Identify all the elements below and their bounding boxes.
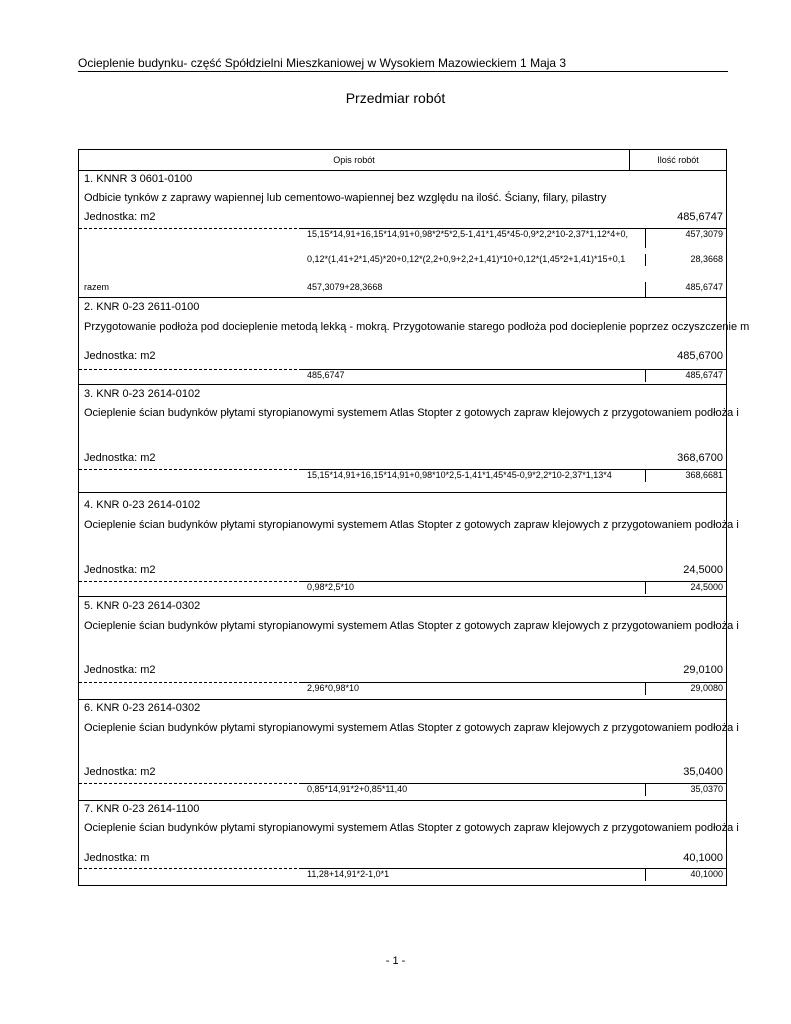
item-quantity: 368,6700 — [677, 452, 723, 464]
measurement-expression-cell — [302, 282, 646, 297]
item-code: 3. KNR 0-23 2614-0102 — [84, 388, 201, 400]
measurement-row — [79, 682, 726, 696]
item-code: 4. KNR 0-23 2614-0102 — [84, 499, 201, 511]
measurement-expression: 485,6747 — [307, 370, 345, 380]
measurement-expression-cell — [302, 369, 646, 382]
measurement-expression-cell — [302, 581, 646, 594]
measurement-dash — [79, 369, 302, 382]
measurement-expression-cell — [302, 254, 646, 266]
table-row — [79, 801, 739, 885]
measurement-row — [79, 868, 726, 883]
item-unit: Jednostka: m2 — [84, 564, 156, 576]
measurement-value: 485,6747 — [685, 370, 723, 380]
item-unit: Jednostka: m2 — [84, 350, 156, 362]
item-description: Ocieplenie ścian budynków płytami styropianowymi systemem Atlas Stopter z gotowych zapraw klejowych z przygotowaniem podłoża i — [84, 620, 739, 632]
item-description: Ocieplenie ścian budynków płytami styropianowymi systemem Atlas Stopter z gotowych zapraw klejowych z przygotowaniem podłoża i — [84, 519, 739, 531]
table-row — [79, 298, 750, 385]
measurement-expression: 0,85*14,91*2+0,85*11,40 — [307, 784, 408, 794]
measurement-expression: 15,15*14,91+16,15*14,91+0,98*2*5*2,5-1,41*1,45*45-0,9*2,2*10-2,37*1,12*4+0, — [307, 229, 629, 239]
measurement-value-cell — [646, 469, 726, 482]
measurement-dash — [79, 783, 302, 796]
item-unit: Jednostka: m — [84, 852, 150, 864]
table-row — [79, 597, 739, 700]
measurement-value: 24,5000 — [690, 582, 723, 592]
measurement-value-cell — [646, 868, 726, 881]
table-row — [79, 385, 739, 493]
measurement-value: 485,6747 — [685, 282, 723, 292]
item-quantity: 29,0100 — [683, 664, 723, 676]
measurement-row — [79, 469, 726, 483]
item-unit: Jednostka: m2 — [84, 211, 156, 223]
item-quantity: 24,5000 — [683, 564, 723, 576]
measurement-row — [79, 228, 726, 248]
item-quantity: 35,0400 — [683, 766, 723, 778]
item-description: Ocieplenie ścian budynków płytami styropianowymi systemem Atlas Stopter z gotowych zapraw klejowych z przygotowaniem podłoża i — [84, 822, 739, 834]
measurement-expression-cell — [302, 868, 646, 881]
measurement-row-total — [79, 282, 726, 297]
measurement-value-cell — [646, 682, 726, 695]
measurement-value: 368,6681 — [685, 470, 723, 480]
measurement-expression: 11,28+14,91*2-1,0*1 — [307, 869, 390, 879]
item-quantity: 40,1000 — [683, 852, 723, 864]
measurement-row — [79, 783, 726, 797]
measurement-expression: 0,12*(1,41+2*1,45)*20+0,12*(2,2+0,9+2,2+1,41)*10+0,12*(1,45*2+1,41)*15+0,1 — [307, 254, 626, 264]
measurement-row — [79, 581, 726, 595]
page-number: - 1 - — [385, 955, 406, 967]
item-description: Przygotowanie podłoża pod docieplenie metodą lekką - mokrą. Przygotowanie starego podłoża pod docieplenie poprzez oczyszczenie m — [84, 321, 750, 333]
measurement-dash — [79, 469, 302, 482]
measurement-expression: 457,3079+28,3668 — [307, 282, 383, 292]
measurement-value: 40,1000 — [690, 869, 723, 879]
item-code: 1. KNNR 3 0601-0100 — [84, 173, 193, 185]
measurement-expression-cell — [302, 783, 646, 796]
item-quantity: 485,6747 — [677, 211, 723, 223]
item-code: 2. KNR 0-23 2611-0100 — [84, 301, 200, 313]
table-row — [79, 170, 726, 298]
bill-of-quantities-table — [78, 149, 750, 886]
measurement-dash — [79, 682, 302, 695]
measurement-dash — [79, 868, 302, 881]
column-header-description: Opis robót — [79, 150, 630, 170]
item-code: 7. KNR 0-23 2614-1100 — [84, 803, 200, 815]
measurement-expression-cell — [302, 469, 646, 482]
measurement-expression: 0,98*2,5*10 — [307, 582, 355, 592]
measurement-expression-cell — [302, 228, 646, 248]
measurement-expression: 15,15*14,91+16,15*14,91+0,98*10*2,5-1,41*1,45*45-0,9*2,2*10-2,37*1,13*4 — [307, 470, 612, 480]
item-unit: Jednostka: m2 — [84, 766, 156, 778]
measurement-value-cell — [646, 228, 726, 248]
measurement-row — [79, 369, 726, 383]
page-title: Przedmiar robót — [345, 90, 446, 106]
item-code: 6. KNR 0-23 2614-0302 — [84, 702, 201, 714]
measurement-value-cell — [646, 581, 726, 594]
item-description: Odbicie tynków z zaprawy wapiennej lub cementowo-wapiennej bez względu na ilość. Ściany, filary, pilastry — [84, 192, 607, 204]
measurement-value: 29,0080 — [690, 683, 723, 693]
item-description: Ocieplenie ścian budynków płytami styropianowymi systemem Atlas Stopter z gotowych zapraw klejowych z przygotowaniem podłoża i — [84, 407, 739, 419]
measurement-value-cell — [646, 783, 726, 796]
measurement-row — [79, 254, 726, 267]
table-header — [79, 150, 726, 171]
measurement-dash — [79, 581, 302, 594]
measurement-value-cell — [646, 369, 726, 382]
measurement-value-cell — [646, 254, 726, 266]
item-code: 5. KNR 0-23 2614-0302 — [84, 600, 201, 612]
table-row — [79, 493, 739, 597]
measurement-label: razem — [84, 282, 110, 292]
measurement-value: 35,0370 — [690, 784, 723, 794]
measurement-value: 457,3079 — [685, 229, 723, 239]
item-unit: Jednostka: m2 — [84, 664, 156, 676]
item-unit: Jednostka: m2 — [84, 452, 156, 464]
measurement-expression-cell — [302, 682, 646, 695]
measurement-value: 28,3668 — [690, 254, 723, 264]
column-header-quantity: Ilość robót — [657, 155, 699, 165]
item-quantity: 485,6700 — [677, 350, 723, 362]
item-description: Ocieplenie ścian budynków płytami styropianowymi systemem Atlas Stopter z gotowych zapraw klejowych z przygotowaniem podłoża i — [84, 722, 739, 734]
document-header: Ocieplenie budynku- część Spółdzielni Mieszkaniowej w Wysokiem Mazowieckiem 1 Maja 3 — [78, 56, 728, 72]
measurement-expression: 2,96*0,98*10 — [307, 683, 360, 693]
table-row — [79, 700, 739, 801]
measurement-value-cell — [646, 282, 726, 297]
